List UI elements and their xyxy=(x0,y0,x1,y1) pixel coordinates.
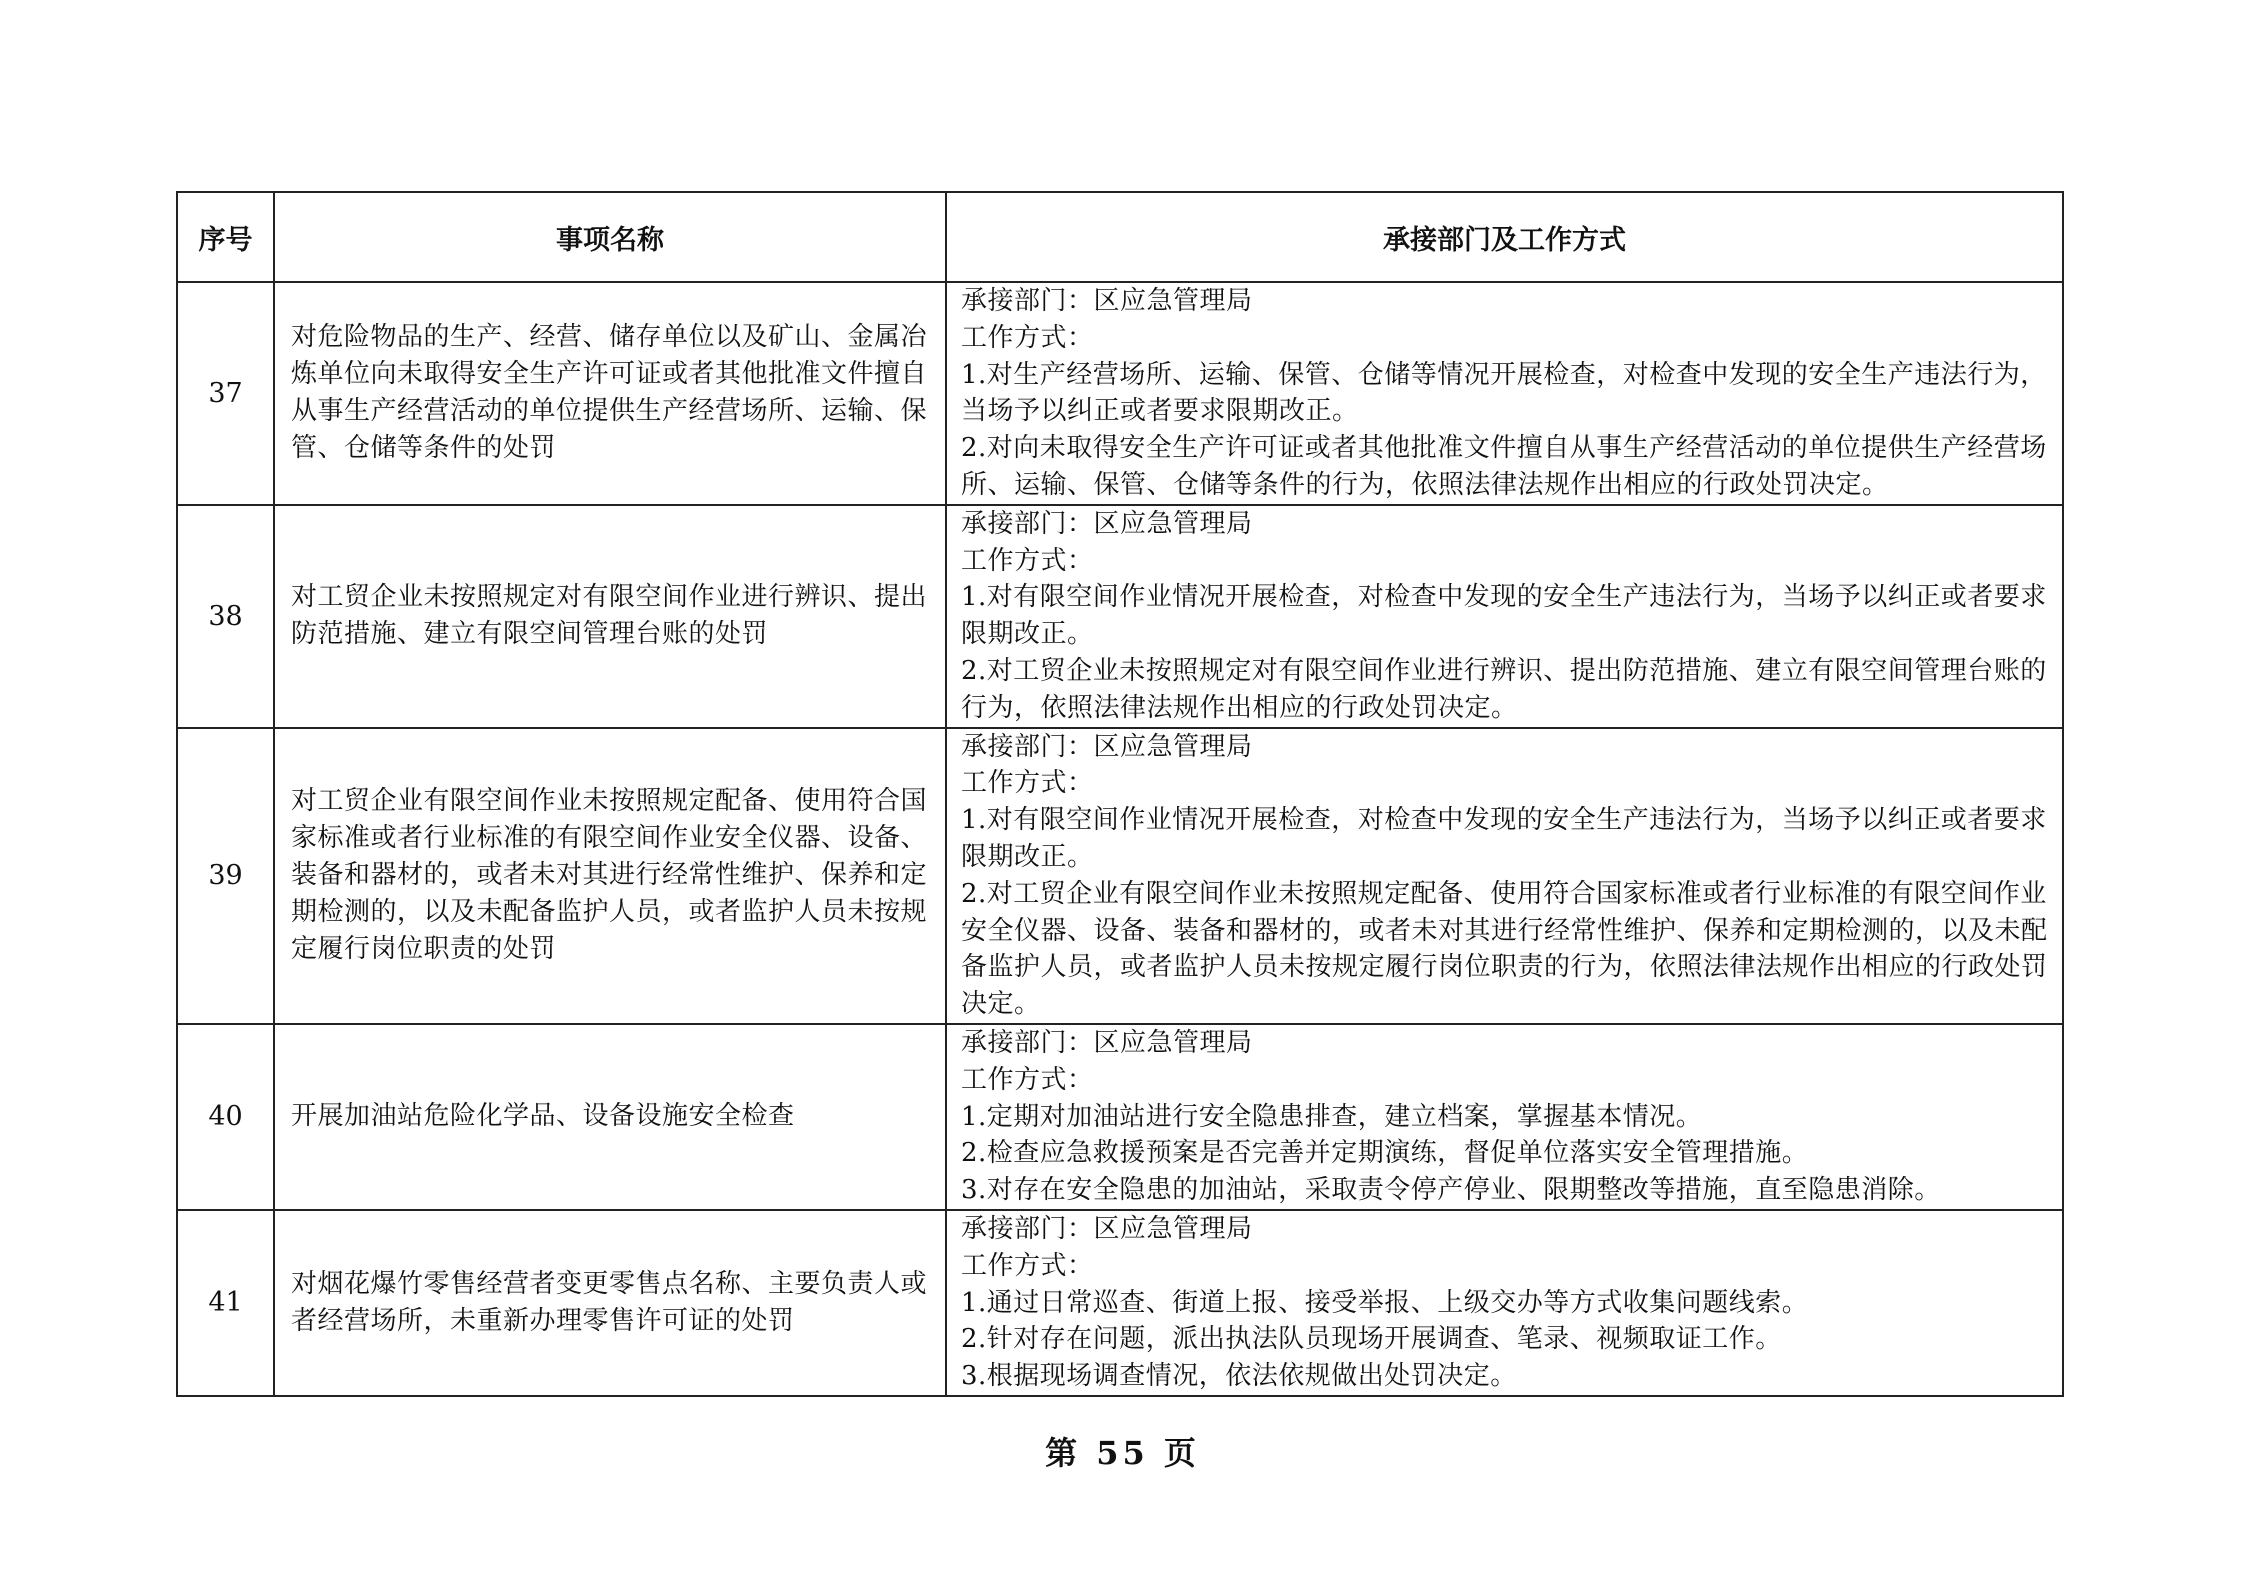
row-item-name: 对工贸企业有限空间作业未按照规定配备、使用符合国家标准或者行业标准的有限空间作业安全仪器、设备、装备和器材的，或者未对其进行经常性维护、保养和定期检测的，以及未配备监护人员，或者监护人员未按规定履行岗位职责的处罚 xyxy=(274,728,946,1024)
dept-line: 1.对有限空间作业情况开展检查，对检查中发现的安全生产违法行为，当场予以纠正或者要求限期改正。 xyxy=(961,805,2047,872)
row-dept-method xyxy=(946,282,2063,505)
dept-line: 2.对工贸企业有限空间作业未按照规定配备、使用符合国家标准或者行业标准的有限空间作业安全仪器、设备、装备和器材的，或者未对其进行经常性维护、保养和定期检测的，以及未配备监护人员，或者监护人员未按规定履行岗位职责的行为，依照法律法规作出相应的行政处罚决定。 xyxy=(961,878,2048,1020)
row-seq: 37 xyxy=(177,282,274,505)
matters-table xyxy=(176,191,2064,1397)
dept-line: 工作方式： xyxy=(961,322,1094,353)
dept-line: 1.通过日常巡查、街道上报、接受举报、上级交办等方式收集问题线索。 xyxy=(961,1287,1809,1318)
dept-line: 承接部门：区应急管理局 xyxy=(961,1213,1253,1244)
row-seq: 39 xyxy=(177,728,274,1024)
header-seq: 序号 xyxy=(177,192,274,282)
row-seq: 38 xyxy=(177,505,274,728)
row-item-name: 对工贸企业未按照规定对有限空间作业进行辨识、提出防范措施、建立有限空间管理台账的处罚 xyxy=(274,505,946,728)
row-item-name: 对烟花爆竹零售经营者变更零售点名称、主要负责人或者经营场所，未重新办理零售许可证的处罚 xyxy=(274,1210,946,1396)
dept-line: 1.定期对加油站进行安全隐患排查，建立档案，掌握基本情况。 xyxy=(961,1101,1703,1132)
table-row xyxy=(177,1210,2063,1396)
table-row xyxy=(177,728,2063,1024)
table-row xyxy=(177,505,2063,728)
dept-line: 1.对生产经营场所、运输、保管、仓储等情况开展检查，对检查中发现的安全生产违法行为，当场予以纠正或者要求限期改正。 xyxy=(961,359,2047,427)
dept-line: 3.对存在安全隐患的加油站，采取责令停产停业、限期整改等措施，直至隐患消除。 xyxy=(961,1175,1941,1206)
table-row xyxy=(177,282,2063,505)
row-dept-method xyxy=(946,1210,2063,1396)
dept-line: 工作方式： xyxy=(961,1250,1094,1281)
row-seq: 40 xyxy=(177,1024,274,1210)
dept-line: 承接部门：区应急管理局 xyxy=(961,508,1253,539)
row-seq: 41 xyxy=(177,1210,274,1396)
table-row xyxy=(177,1024,2063,1210)
header-dept-method: 承接部门及工作方式 xyxy=(946,192,2063,282)
dept-line: 工作方式： xyxy=(961,1064,1094,1095)
table-header-row xyxy=(177,192,2063,282)
row-item-name: 对危险物品的生产、经营、储存单位以及矿山、金属冶炼单位向未取得安全生产许可证或者其他批准文件擅自从事生产经营活动的单位提供生产经营场所、运输、保管、仓储等条件的处罚 xyxy=(274,282,946,505)
dept-line: 承接部门：区应急管理局 xyxy=(961,1027,1253,1058)
row-dept-method xyxy=(946,1024,2063,1210)
dept-line: 工作方式： xyxy=(961,545,1094,576)
dept-line: 1.对有限空间作业情况开展检查，对检查中发现的安全生产违法行为，当场予以纠正或者要求限期改正。 xyxy=(961,582,2047,650)
dept-line: 承接部门：区应急管理局 xyxy=(961,286,1253,316)
page-number: 第 55 页 xyxy=(1045,1434,1200,1472)
dept-line: 工作方式： xyxy=(961,768,1094,799)
dept-line: 承接部门：区应急管理局 xyxy=(961,731,1253,762)
row-dept-method xyxy=(946,505,2063,728)
dept-line: 2.检查应急救援预案是否完善并定期演练，督促单位落实安全管理措施。 xyxy=(961,1138,1809,1169)
row-dept-method xyxy=(946,728,2063,1024)
dept-line: 2.针对存在问题，派出执法队员现场开展调查、笔录、视频取证工作。 xyxy=(961,1324,1782,1355)
dept-line: 2.对工贸企业未按照规定对有限空间作业进行辨识、提出防范措施、建立有限空间管理台账的行为，依照法律法规作出相应的行政处罚决定。 xyxy=(961,655,2047,723)
row-item-name: 开展加油站危险化学品、设备设施安全检查 xyxy=(274,1024,946,1210)
header-item-name: 事项名称 xyxy=(274,192,946,282)
dept-line: 3.根据现场调查情况，依法依规做出处罚决定。 xyxy=(961,1361,1517,1392)
dept-line: 2.对向未取得安全生产许可证或者其他批准文件擅自从事生产经营活动的单位提供生产经营场所、运输、保管、仓储等条件的行为，依照法律法规作出相应的行政处罚决定。 xyxy=(961,433,2047,500)
